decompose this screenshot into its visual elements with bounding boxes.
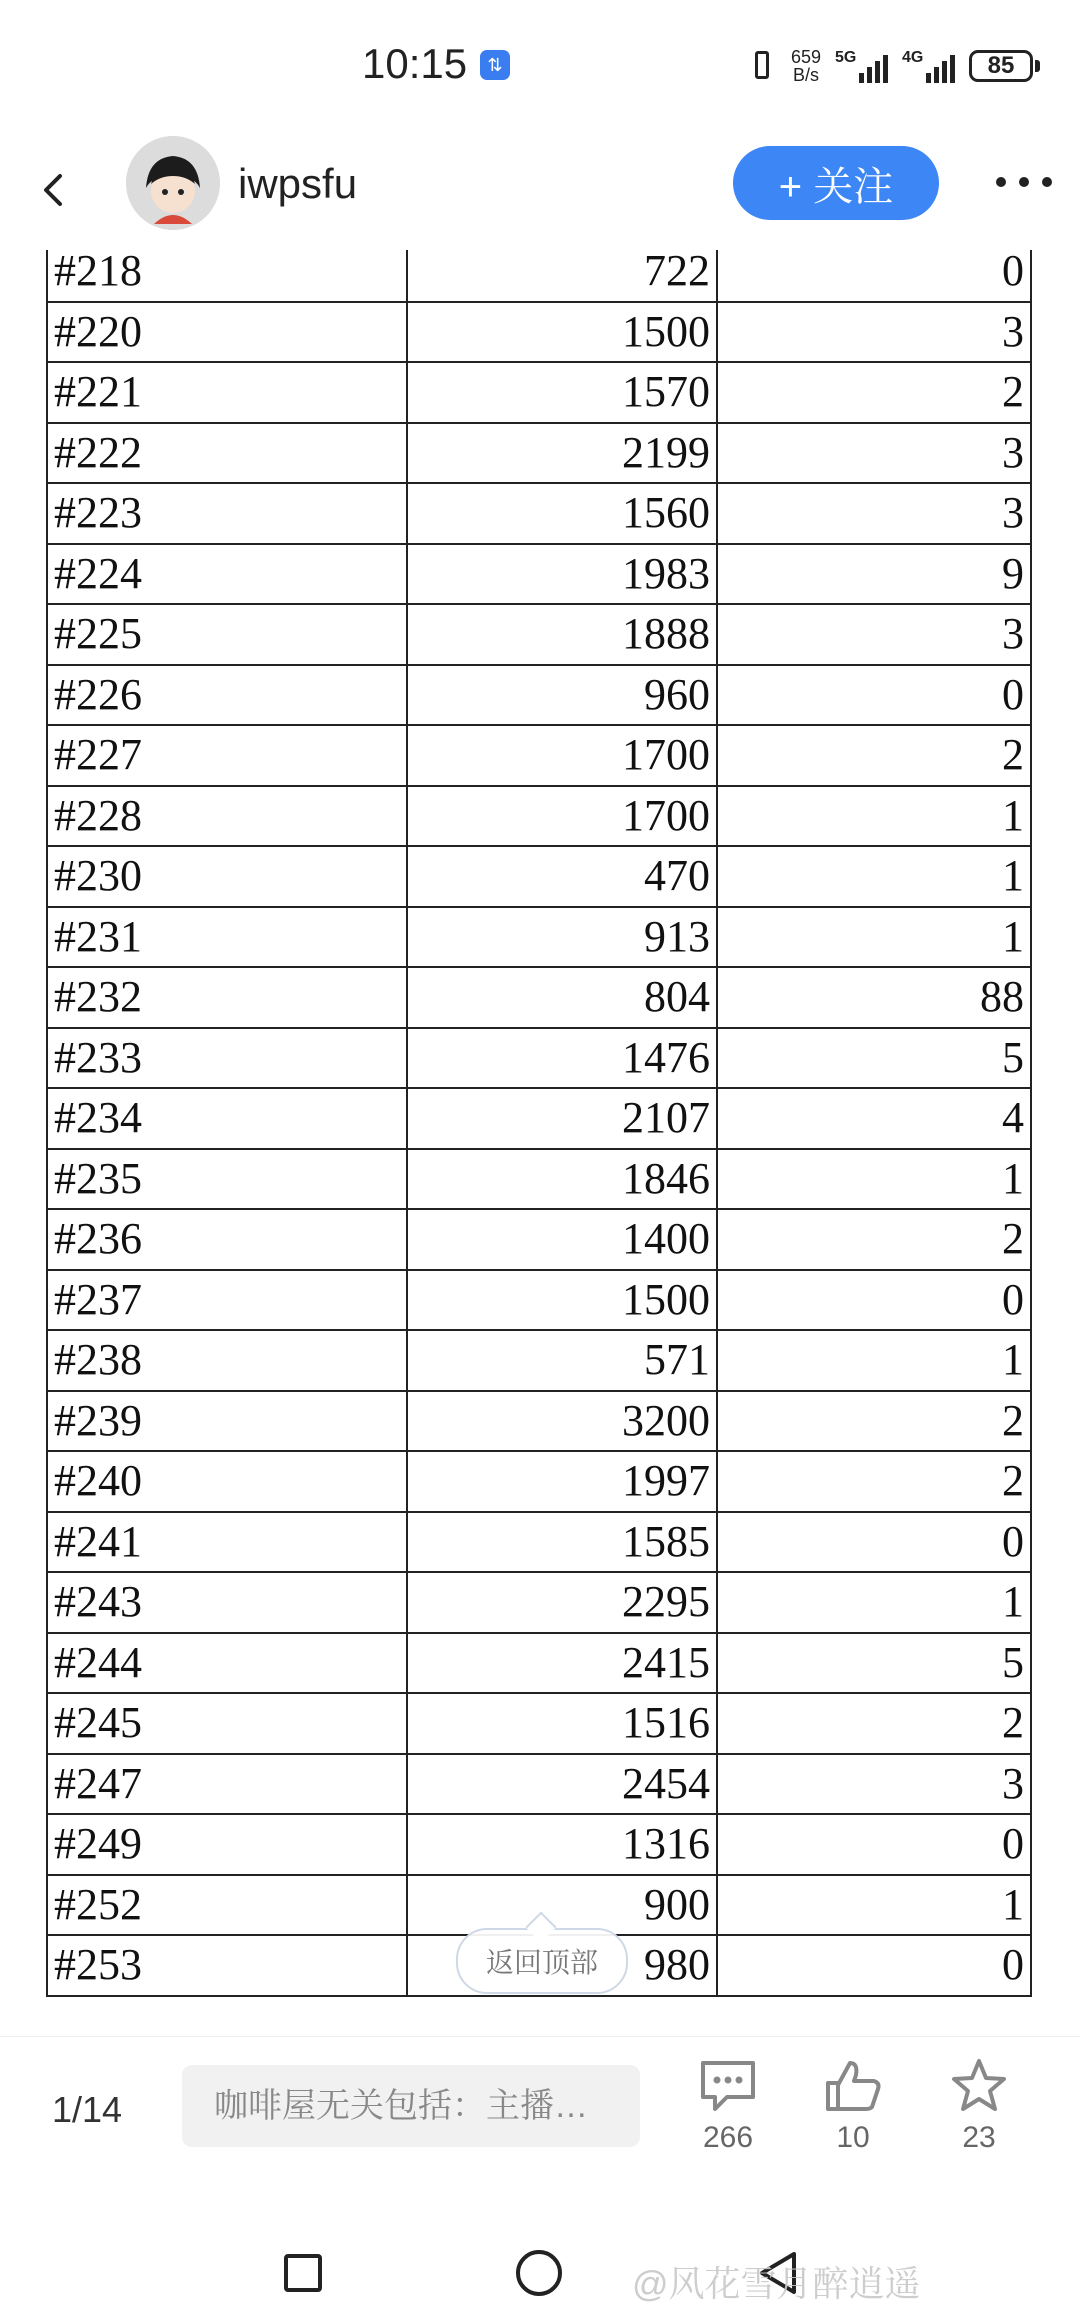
comment-icon — [697, 2057, 759, 2115]
status-bar — [0, 0, 1080, 130]
count-cell: 0 — [717, 1270, 1031, 1331]
value-cell: 900 — [407, 1875, 717, 1936]
value-cell: 913 — [407, 907, 717, 968]
battery-level: 85 — [969, 50, 1033, 82]
status-indicators — [747, 44, 1040, 88]
value-cell: 2107 — [407, 1088, 717, 1149]
username[interactable]: iwpsfu — [238, 160, 358, 207]
value-cell: 2454 — [407, 1754, 717, 1815]
count-cell: 1 — [717, 1572, 1031, 1633]
count-cell: 2 — [717, 1451, 1031, 1512]
comment-count: 266 — [702, 2121, 754, 2154]
table-row — [47, 786, 1031, 847]
favorite-button[interactable] — [929, 2057, 1029, 2155]
table-row — [47, 250, 1031, 302]
table-row — [47, 483, 1031, 544]
table-row — [47, 1088, 1031, 1149]
table-row — [47, 1693, 1031, 1754]
network-activity-icon: ⇅ — [480, 50, 510, 80]
table-row — [47, 967, 1031, 1028]
table-row — [47, 1814, 1031, 1875]
value-cell: 722 — [407, 250, 717, 302]
table-row — [47, 1391, 1031, 1452]
count-cell: 1 — [717, 1149, 1031, 1210]
back-icon[interactable] — [34, 170, 74, 210]
system-nav-bar — [0, 2206, 1080, 2324]
row-id-cell: #240 — [47, 1451, 407, 1512]
value-cell: 1700 — [407, 725, 717, 786]
follow-button[interactable]: + 关注 — [733, 146, 939, 220]
value-cell: 980 — [407, 1935, 717, 1996]
row-id-cell: #218 — [47, 250, 407, 302]
row-id-cell: #235 — [47, 1149, 407, 1210]
table-row — [47, 544, 1031, 605]
signal-5g-label: 5G — [835, 49, 857, 66]
row-id-cell: #233 — [47, 1028, 407, 1089]
value-cell: 1500 — [407, 302, 717, 363]
count-cell: 2 — [717, 1209, 1031, 1270]
row-id-cell: #224 — [47, 544, 407, 605]
row-id-cell: #234 — [47, 1088, 407, 1149]
table-row — [47, 846, 1031, 907]
count-cell: 3 — [717, 423, 1031, 484]
home-icon[interactable] — [516, 2250, 562, 2296]
like-count: 10 — [836, 2121, 870, 2154]
row-id-cell: #238 — [47, 1330, 407, 1391]
row-id-cell: #232 — [47, 967, 407, 1028]
table-row — [47, 1572, 1031, 1633]
value-cell: 1500 — [407, 1270, 717, 1331]
value-cell: 1997 — [407, 1451, 717, 1512]
avatar[interactable] — [126, 136, 220, 230]
network-speed — [791, 48, 821, 84]
value-cell: 571 — [407, 1330, 717, 1391]
table-row — [47, 1330, 1031, 1391]
value-cell: 1846 — [407, 1149, 717, 1210]
bottom-action-bar — [0, 2036, 1080, 2207]
count-cell: 1 — [717, 846, 1031, 907]
row-id-cell: #228 — [47, 786, 407, 847]
row-id-cell: #221 — [47, 362, 407, 423]
comment-button[interactable] — [678, 2057, 778, 2155]
count-cell: 3 — [717, 604, 1031, 665]
signal-5g-icon — [835, 49, 888, 83]
count-cell: 5 — [717, 1028, 1031, 1089]
value-cell: 1516 — [407, 1693, 717, 1754]
row-id-cell: #220 — [47, 302, 407, 363]
table-row — [47, 1633, 1031, 1694]
back-to-top-button[interactable]: 返回顶部 — [456, 1928, 628, 1994]
row-id-cell: #239 — [47, 1391, 407, 1452]
value-cell: 960 — [407, 665, 717, 726]
like-button[interactable] — [803, 2057, 903, 2155]
count-cell: 2 — [717, 1693, 1031, 1754]
count-cell: 0 — [717, 250, 1031, 302]
star-icon — [948, 2057, 1010, 2115]
row-id-cell: #243 — [47, 1572, 407, 1633]
value-cell: 1700 — [407, 786, 717, 847]
row-id-cell: #237 — [47, 1270, 407, 1331]
count-cell: 4 — [717, 1088, 1031, 1149]
value-cell: 1983 — [407, 544, 717, 605]
comment-input[interactable]: 咖啡屋无关包括：主播… — [182, 2065, 640, 2147]
watermark: @风花雪月醉逍遥 — [632, 2263, 921, 2304]
count-cell: 0 — [717, 665, 1031, 726]
table-row — [47, 1028, 1031, 1089]
table-row — [47, 665, 1031, 726]
table-row — [47, 907, 1031, 968]
battery-icon — [969, 50, 1040, 82]
table-row — [47, 725, 1031, 786]
network-speed-value: 659 — [790, 47, 821, 67]
row-id-cell: #226 — [47, 665, 407, 726]
table-row — [47, 1754, 1031, 1815]
value-cell: 1316 — [407, 1814, 717, 1875]
row-id-cell: #223 — [47, 483, 407, 544]
vibrate-icon — [747, 49, 777, 83]
table-row — [47, 1512, 1031, 1573]
row-id-cell: #227 — [47, 725, 407, 786]
row-id-cell: #249 — [47, 1814, 407, 1875]
count-cell: 0 — [717, 1512, 1031, 1573]
count-cell: 3 — [717, 483, 1031, 544]
count-cell: 5 — [717, 1633, 1031, 1694]
count-cell: 1 — [717, 907, 1031, 968]
value-cell: 1560 — [407, 483, 717, 544]
table-row — [47, 302, 1031, 363]
row-id-cell: #245 — [47, 1693, 407, 1754]
count-cell: 1 — [717, 786, 1031, 847]
table-row — [47, 423, 1031, 484]
table-row — [47, 362, 1031, 423]
count-cell: 3 — [717, 302, 1031, 363]
count-cell: 88 — [717, 967, 1031, 1028]
row-id-cell: #241 — [47, 1512, 407, 1573]
status-time: 10:15 — [362, 40, 468, 87]
table-row — [47, 1270, 1031, 1331]
value-cell: 470 — [407, 846, 717, 907]
table-image — [0, 250, 1080, 2036]
value-cell: 2295 — [407, 1572, 717, 1633]
signal-4g-icon — [902, 49, 955, 83]
count-cell: 2 — [717, 1391, 1031, 1452]
table-row — [47, 1451, 1031, 1512]
row-id-cell: #231 — [47, 907, 407, 968]
table-row — [47, 1149, 1031, 1210]
table-row — [47, 1209, 1031, 1270]
row-id-cell: #247 — [47, 1754, 407, 1815]
row-id-cell: #253 — [47, 1935, 407, 1996]
value-cell: 2199 — [407, 423, 717, 484]
signal-4g-label: 4G — [902, 49, 924, 66]
row-id-cell: #244 — [47, 1633, 407, 1694]
favorite-count: 23 — [962, 2121, 996, 2154]
count-cell: 3 — [717, 1754, 1031, 1815]
count-cell: 0 — [717, 1814, 1031, 1875]
value-cell: 1888 — [407, 604, 717, 665]
row-id-cell: #236 — [47, 1209, 407, 1270]
count-cell: 0 — [717, 1935, 1031, 1996]
row-id-cell: #222 — [47, 423, 407, 484]
row-id-cell: #252 — [47, 1875, 407, 1936]
value-cell: 804 — [407, 967, 717, 1028]
count-cell: 1 — [717, 1875, 1031, 1936]
row-id-cell: #230 — [47, 846, 407, 907]
value-cell: 2415 — [407, 1633, 717, 1694]
page-indicator: 1/14 — [52, 2089, 123, 2130]
value-cell: 1400 — [407, 1209, 717, 1270]
count-cell: 1 — [717, 1330, 1031, 1391]
data-table — [46, 250, 1032, 1997]
thumbs-up-icon — [822, 2057, 884, 2115]
network-speed-unit: B/s — [792, 65, 819, 85]
table-row — [47, 604, 1031, 665]
value-cell: 1476 — [407, 1028, 717, 1089]
row-id-cell: #225 — [47, 604, 407, 665]
value-cell: 1585 — [407, 1512, 717, 1573]
count-cell: 2 — [717, 725, 1031, 786]
count-cell: 9 — [717, 544, 1031, 605]
more-options-icon[interactable] — [996, 170, 1052, 194]
value-cell: 1570 — [407, 362, 717, 423]
recent-apps-icon[interactable] — [284, 2254, 322, 2292]
value-cell: 3200 — [407, 1391, 717, 1452]
count-cell: 2 — [717, 362, 1031, 423]
